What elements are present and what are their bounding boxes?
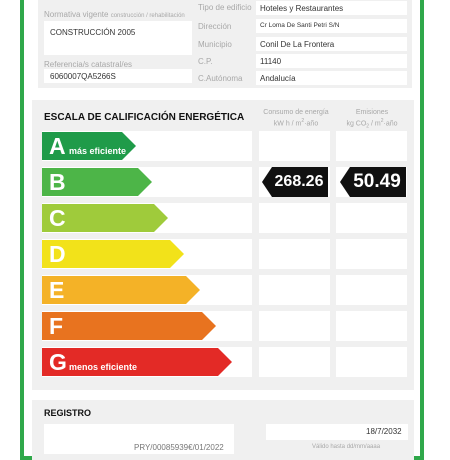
consumption-cell <box>259 311 330 341</box>
class-label: menos eficiente <box>69 362 138 372</box>
emissions-cell <box>336 311 407 341</box>
tipo-value: Hoteles y Restaurantes <box>260 4 344 13</box>
consumption-cell <box>259 347 330 377</box>
consumption-cell <box>259 239 330 269</box>
normativa-label: Normativa vigente construcción / rehabilitación <box>44 10 185 19</box>
ca-value: Andalucía <box>260 74 296 83</box>
tipo-label: Tipo de edificio <box>198 3 252 12</box>
normativa-box <box>44 21 192 55</box>
emissions-cell <box>336 347 407 377</box>
registro-title: REGISTRO <box>44 408 92 418</box>
consumption-badge-value: 268.26 <box>274 173 324 190</box>
direccion-value: Cr Loma De Santi Petri S/N <box>260 22 340 29</box>
consumption-cell <box>259 275 330 305</box>
municipio-label: Municipio <box>198 40 232 49</box>
consumption-cell <box>259 203 330 233</box>
class-letter: G <box>49 349 67 375</box>
emissions-badge-value: 50.49 <box>353 171 401 192</box>
energy-scale-title: ESCALA DE CALIFICACIÓN ENERGÉTICA <box>44 112 245 123</box>
consumption-column-header: Consumo de energía kW $h / m^2\cdot año$ <box>263 109 329 128</box>
emissions-cell <box>336 239 407 269</box>
registro-number: PRY/00085939€/01/2022 <box>134 443 224 452</box>
emissions-cell <box>336 275 407 305</box>
municipio-value: Conil De La Frontera <box>260 40 335 49</box>
class-letter: F <box>49 313 64 339</box>
emissions-column-header: Emisiones kg $CO_2$ / $m^2\cdot año$ <box>346 109 398 130</box>
direccion-label: Dirección <box>198 22 232 31</box>
registro-valid-label: Válido hasta dd/mm/aaaa <box>312 444 381 450</box>
class-arrow-e <box>42 276 200 304</box>
ca-label: C.Autónoma <box>198 74 243 83</box>
class-letter: C <box>49 205 66 231</box>
class-letter: A <box>49 133 66 159</box>
referencia-label: Referencia/s catastral/es <box>44 60 133 69</box>
class-arrow-f <box>42 312 216 340</box>
cp-value: 11140 <box>260 57 282 66</box>
class-letter: D <box>49 241 66 267</box>
cp-label: C.P. <box>198 57 213 66</box>
emissions-cell <box>336 131 407 161</box>
emissions-cell <box>336 203 407 233</box>
consumption-cell <box>259 131 330 161</box>
normativa-value: CONSTRUCCIÓN 2005 <box>50 28 136 37</box>
class-letter: B <box>49 169 66 195</box>
registro-date: 18/7/2032 <box>366 427 402 436</box>
referencia-value: 6060007QA5266S <box>50 72 116 81</box>
class-letter: E <box>49 277 65 303</box>
class-label: más eficiente <box>69 146 127 156</box>
